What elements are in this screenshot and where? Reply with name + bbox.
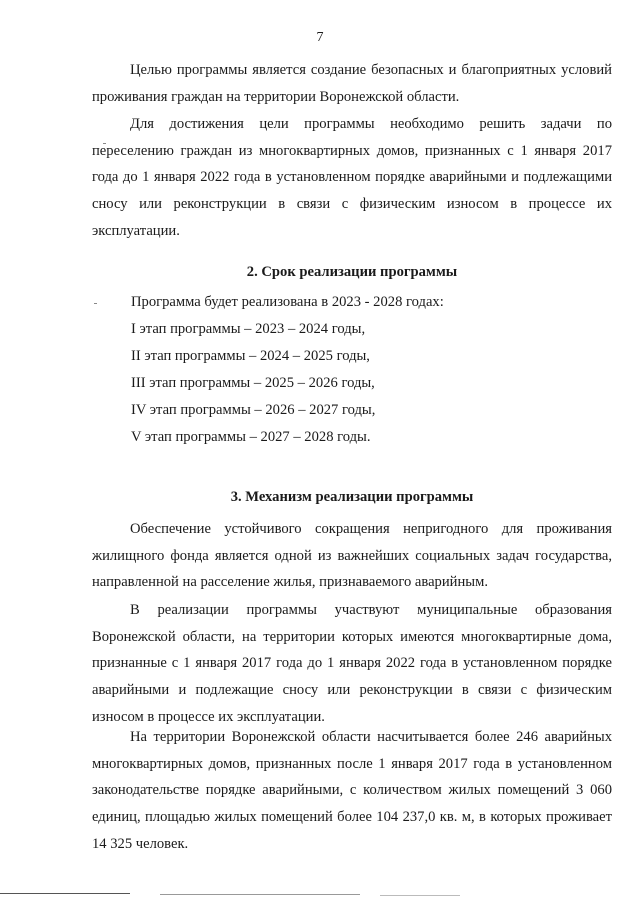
stage-line-1: I этап программы – 2023 – 2024 годы, <box>131 321 366 337</box>
bottom-scan-edge <box>380 895 460 896</box>
page-number: 7 <box>316 30 324 45</box>
bottom-scan-edge <box>0 893 130 894</box>
stage-line-4: IV этап программы – 2026 – 2027 годы, <box>131 402 376 418</box>
intro-paragraph-tasks: Для достижения цели программы необходимо решить задачи по переселению граждан из многоквартирных домов, признанных с 1 января 2017 года до 1 января 2022 года в установленном порядке аварийными и подлежащими сносу или реконструкции в связи с физическим износом в процессе их эксплуатации. <box>92 116 612 239</box>
scan-mark <box>94 303 97 304</box>
stage-line-5: V этап программы – 2027 – 2028 годы. <box>131 429 371 445</box>
stage-line-3: III этап программы – 2025 – 2026 годы, <box>131 375 375 391</box>
mechanism-paragraph-2: В реализации программы участвуют муниципальные образования Воронежской области, на территории которых имеются многоквартирные дома, признанные с 1 января 2017 года до 1 января 2022 года в установленном порядке аварийными и подлежащие сносу или реконструкции в связи с физическим износом в процессе их эксплуатации. <box>92 602 612 725</box>
section-3-heading: 3. Механизм реализации программы <box>230 489 474 505</box>
program-period-line: Программа будет реализована в 2023 - 2028 годах: <box>131 294 444 310</box>
stage-line-2: II этап программы – 2024 – 2025 годы, <box>131 348 370 364</box>
section-2-heading: 2. Срок реализации программы <box>246 264 458 280</box>
mechanism-paragraph-3: На территории Воронежской области насчитывается более 246 аварийных многоквартирных домов, признанных после 1 января 2017 года в установленном законодательстве порядке аварийными, с количеством жилых помещений 3 060 единиц, площадью жилых помещений более 104 237,0 кв. м, в которых проживает 14 325 человек. <box>92 729 612 852</box>
mechanism-paragraph-1: Обеспечение устойчивого сокращения непригодного для проживания жилищного фонда является одной из важнейших социальных задач государства, направленной на расселение жилья, признаваемого аварийным. <box>92 521 612 591</box>
intro-paragraph-goal: Целью программы является создание безопасных и благоприятных условий проживания граждан на территории Воронежской области. <box>92 62 612 105</box>
bottom-scan-edge <box>160 894 360 895</box>
